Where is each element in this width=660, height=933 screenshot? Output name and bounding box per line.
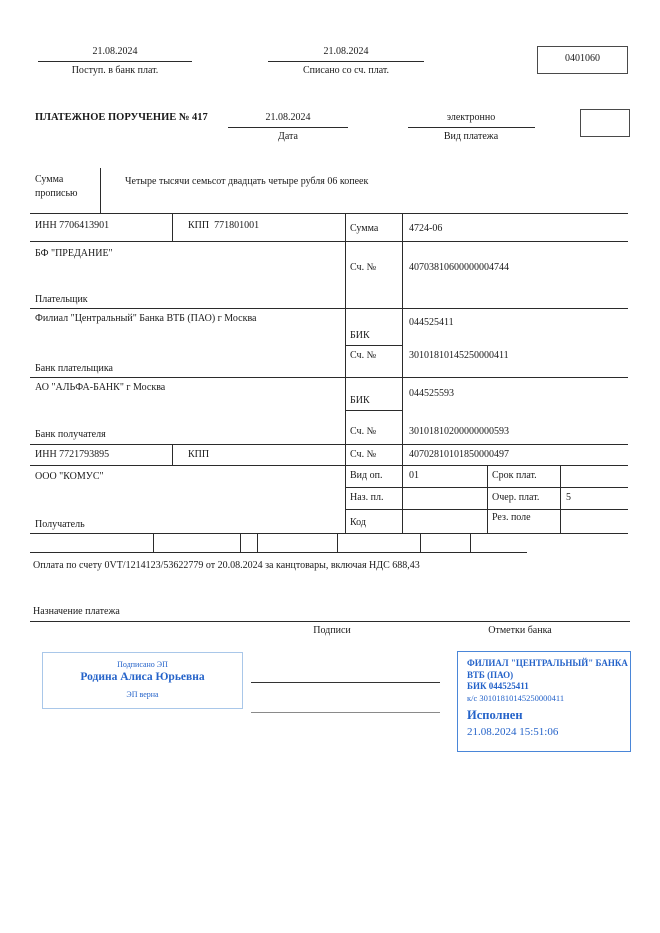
payer-bank-bik: 044525411 [409, 317, 454, 328]
signature-line-2 [251, 712, 440, 713]
received-in-bank-date: 21.08.2024 [92, 46, 138, 57]
debited-date: 21.08.2024 [323, 46, 369, 57]
sum-label: Сумма [350, 223, 379, 234]
tax-row-divider [153, 533, 154, 552]
payment-kind-label: Вид платежа [443, 131, 499, 142]
stamp-bank-name-line2: ВТБ (ПАО) [467, 669, 514, 680]
priority-box-empty [580, 109, 630, 137]
table-border [172, 213, 173, 241]
beneficiary-inn: ИНН 7721793895 [35, 449, 110, 460]
bik-divider [345, 410, 402, 411]
payment-kind-underline [408, 127, 535, 128]
ep-signer-name: Родина Алиса Юрьевна [80, 671, 205, 683]
document-date: 21.08.2024 [265, 112, 311, 123]
purpose-underline [30, 621, 630, 622]
payment-purpose-label: Назначение платежа [33, 606, 120, 617]
payer-bank-section-label: Банк плательщика [35, 363, 113, 374]
tax-row-divider [470, 533, 471, 552]
table-border [487, 465, 488, 533]
table-border [30, 377, 628, 378]
beneficiary-name: ООО "КОМУС" [35, 471, 104, 482]
payer-bank-account: 30101810145250000411 [409, 350, 509, 361]
form-code: 0401060 [565, 53, 600, 64]
table-border [30, 465, 628, 466]
priority-label: Очер. плат. [492, 492, 540, 503]
signature-line-1 [251, 682, 440, 683]
payer-section-label: Плательщик [35, 294, 88, 305]
payer-name: БФ "ПРЕДАНИЕ" [35, 248, 113, 259]
payer-bank-bik-label: БИК [350, 330, 370, 341]
table-border [402, 213, 403, 533]
table-border [30, 213, 628, 214]
amount-words-divider [100, 168, 101, 213]
table-border [30, 308, 628, 309]
document-date-underline [228, 127, 348, 128]
debited-label: Списано со сч. плат. [302, 65, 390, 76]
tax-row-border [30, 552, 527, 553]
bank-marks-label: Отметки банка [488, 625, 552, 636]
beneficiary-bank-name: АО "АЛЬФА-БАНК" г Москва [35, 382, 166, 393]
payer-bank-name: Филиал "Центральный" Банка ВТБ (ПАО) г Москва [35, 313, 257, 324]
received-in-bank-label: Поступ. в банк плат. [71, 65, 159, 76]
stamp-status: Исполнен [467, 708, 523, 722]
table-border [345, 213, 346, 533]
sum-value: 4724-06 [409, 223, 443, 234]
op-kind-label: Вид оп. [350, 470, 383, 481]
payer-account: 40703810600000004744 [409, 262, 509, 273]
table-border [172, 444, 173, 465]
payer-inn: ИНН 7706413901 [35, 220, 110, 231]
bik-divider [345, 345, 402, 346]
stamp-corr-account: к/с 30101810145250000411 [467, 692, 565, 703]
payer-kpp: КПП 771801001 [188, 220, 260, 231]
form-code-box [537, 46, 628, 74]
received-date-underline [38, 61, 192, 62]
beneficiary-account-label: Сч. № [350, 449, 377, 460]
table-border [560, 465, 561, 533]
stamp-bik: БИК 044525411 [467, 681, 529, 691]
tax-row-divider [420, 533, 421, 552]
beneficiary-bank-account: 30101810200000000593 [409, 426, 509, 437]
tax-row-divider [257, 533, 258, 552]
op-kind-value: 01 [409, 470, 419, 481]
reserve-field-label: Рез. поле [492, 512, 531, 523]
payer-account-label: Сч. № [350, 262, 377, 273]
document-title: ПЛАТЕЖНОЕ ПОРУЧЕНИЕ № 417 [35, 112, 208, 123]
beneficiary-section-label: Получатель [35, 519, 85, 530]
table-border [30, 533, 628, 534]
tax-row-divider [337, 533, 338, 552]
pay-term-label: Срок плат. [492, 470, 537, 481]
tax-row-divider [240, 533, 241, 552]
amount-words-label-2: прописью [35, 188, 78, 199]
debited-date-underline [268, 61, 424, 62]
beneficiary-bank-section-label: Банк получателя [35, 429, 106, 440]
purpose-code-label: Наз. пл. [350, 492, 384, 503]
payment-purpose-text: Оплата по счету 0VT/1214123/53622779 от 20.08.2024 за канцтовары, включая НДС 688,43 [33, 560, 420, 571]
beneficiary-account: 40702810101850000497 [409, 449, 509, 460]
table-border [30, 444, 628, 445]
priority-value: 5 [566, 492, 571, 503]
table-border [30, 241, 628, 242]
code-label: Код [350, 517, 366, 528]
document-date-label: Дата [278, 131, 298, 142]
signatures-label: Подписи [313, 625, 351, 636]
beneficiary-kpp: КПП [188, 449, 210, 460]
stamp-datetime: 21.08.2024 15:51:06 [467, 725, 559, 738]
electronic-signature-stamp [42, 652, 243, 709]
payer-bank-account-label: Сч. № [350, 350, 377, 361]
beneficiary-bank-bik: 044525593 [409, 388, 454, 399]
amount-words-label-1: Сумма [35, 174, 64, 185]
bank-execution-stamp [457, 651, 631, 752]
ep-signed-label: Подписано ЭП [117, 660, 168, 669]
stamp-bank-name-line1: ФИЛИАЛ "ЦЕНТРАЛЬНЫЙ" БАНКА [467, 658, 628, 668]
payment-kind-value: электронно [446, 112, 496, 123]
ep-valid-label: ЭП верна [126, 690, 159, 699]
amount-in-words: Четыре тысячи семьсот двадцать четыре рубля 06 копеек [125, 176, 369, 187]
beneficiary-bank-account-label: Сч. № [350, 426, 377, 437]
beneficiary-bank-bik-label: БИК [350, 395, 370, 406]
